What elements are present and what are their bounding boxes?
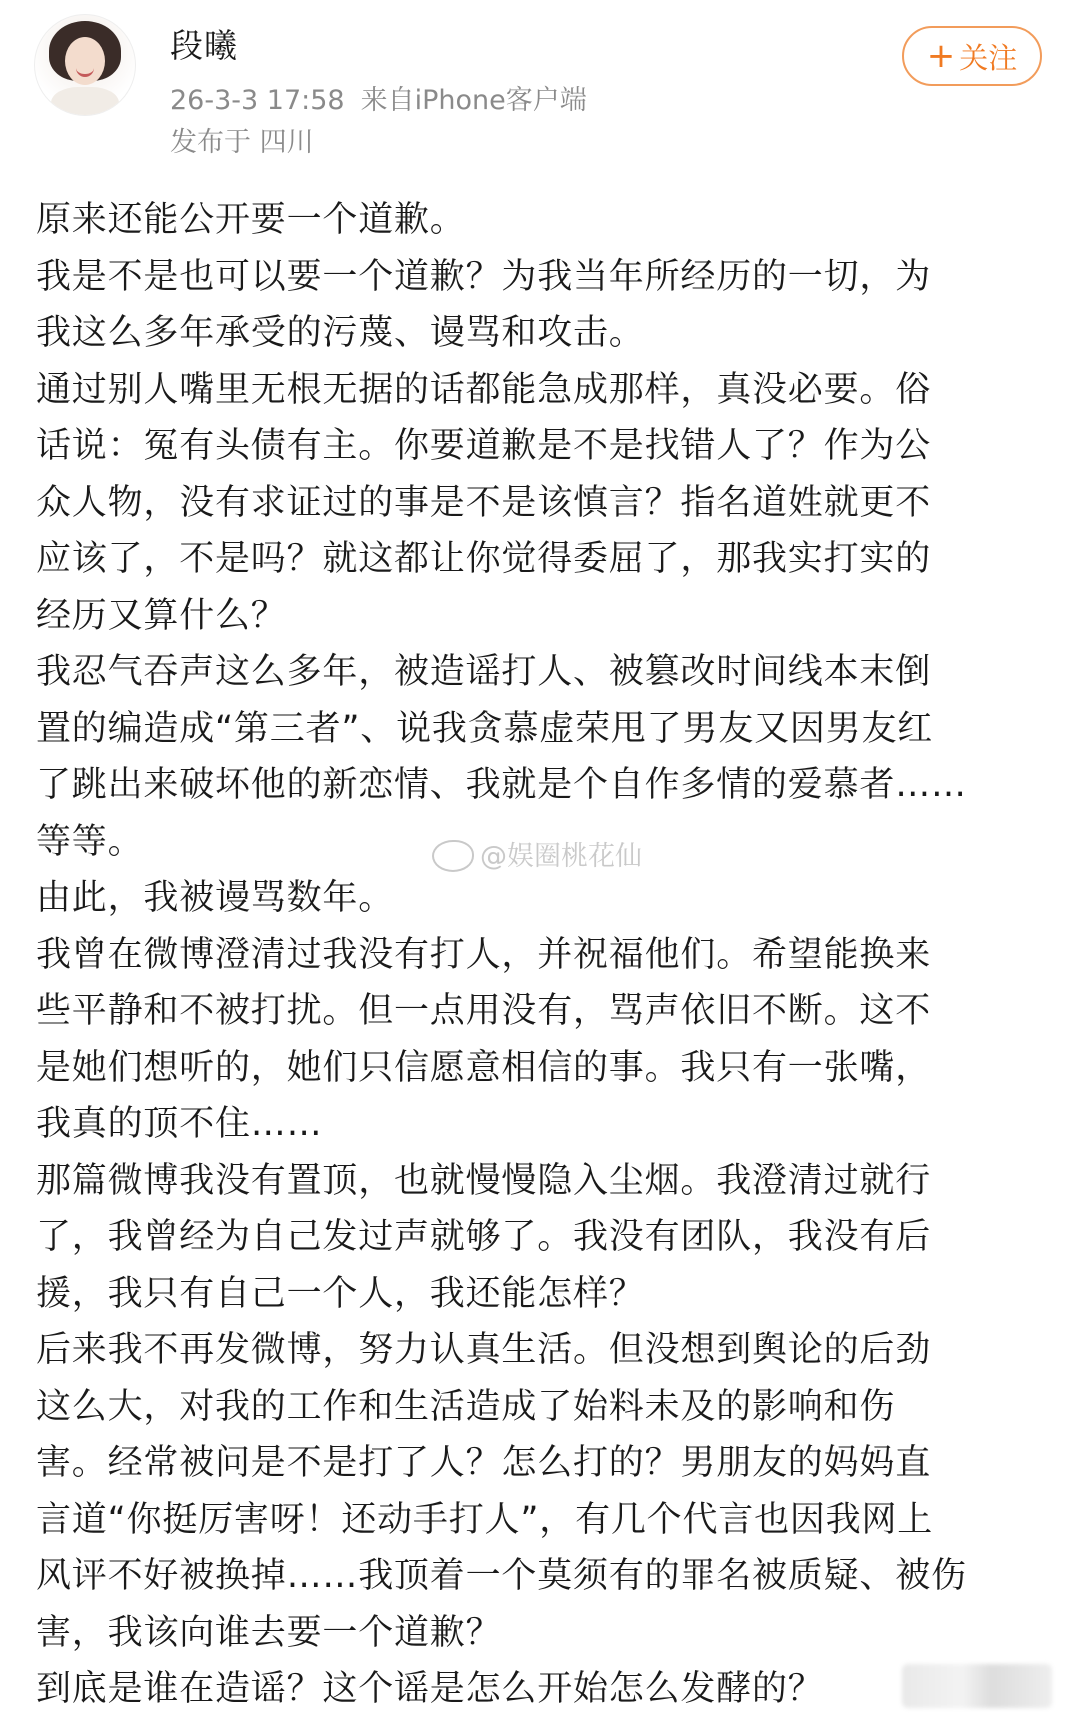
body-line: 我真的顶不住…… xyxy=(36,1104,323,1144)
post-source: 来自iPhone客户端 xyxy=(360,85,587,116)
body-line: 众人物，没有求证过的事是不是该慎言？指名道姓就更不 xyxy=(36,482,932,523)
body-line: 援，我只有自己一个人，我还能怎样？ xyxy=(36,1273,645,1314)
body-line: 由此，我被谩骂数年。 xyxy=(36,878,395,918)
plus-icon: + xyxy=(926,36,956,76)
body-line: 等等。 xyxy=(36,821,144,862)
body-line: 到底是谁在造谣？这个谣是怎么开始怎么发酵的？ xyxy=(36,1669,824,1709)
body-line: 置的编造成“第三者”、说我贪慕虚荣甩了男友又因男友红 xyxy=(36,708,934,749)
avatar-body xyxy=(51,87,119,116)
body-line: 害，我该向谁去要一个道歉？ xyxy=(36,1612,502,1653)
body-line: 这么大，对我的工作和生活造成了始料未及的影响和伤 xyxy=(36,1386,896,1427)
body-line: 话说：冤有头债有主。你要道歉是不是找错人了？作为公 xyxy=(36,426,932,466)
body-line: 言道“你挺厉害呀！还动手打人”，有几个代言也因我网上 xyxy=(36,1499,934,1540)
watermark xyxy=(432,834,642,874)
body-line: 是她们想听的，她们只信愿意相信的事。我只有一张嘴， xyxy=(36,1047,932,1088)
body-line: 我是不是也可以要一个道歉？为我当年所经历的一切，为 xyxy=(36,256,932,297)
follow-label: 关注 xyxy=(959,40,1018,75)
body-line: 我忍气吞声这么多年，被造谣打人、被篡改时间线本末倒 xyxy=(36,652,932,692)
body-line: 应该了，不是吗？就这都让你觉得委屈了，那我实打实的 xyxy=(36,539,932,579)
body-line: 了跳出来破坏他的新恋情、我就是个自作多情的爱慕者…… xyxy=(36,765,967,805)
post-header xyxy=(0,0,1080,170)
post-meta xyxy=(170,78,587,117)
post-body xyxy=(36,192,1036,1718)
follow-button[interactable] xyxy=(902,26,1042,86)
body-line: 些平静和不被打扰。但一点用没有，骂声依旧不断。这不 xyxy=(36,991,932,1031)
body-line: 害。经常被问是不是打了人？怎么打的？男朋友的妈妈直 xyxy=(36,1443,932,1483)
post-location: 发布于 四川 xyxy=(170,127,314,158)
author-name[interactable]: 段曦 xyxy=(170,26,238,65)
watermark-text: @娱圈桃花仙 xyxy=(480,841,642,872)
body-line: 经历又算什么？ xyxy=(36,595,287,636)
body-line: 那篇微博我没有置顶，也就慢慢隐入尘烟。我澄清过就行 xyxy=(36,1160,932,1201)
avatar-face xyxy=(65,37,105,85)
body-line: 风评不好被换掉……我顶着一个莫须有的罪名被质疑、被伤 xyxy=(36,1556,967,1596)
post-time: 26-3-3 17:58 xyxy=(170,85,345,116)
weibo-icon xyxy=(432,840,474,872)
body-line: 通过别人嘴里无根无据的话都能急成那样，真没必要。俗 xyxy=(36,369,932,410)
body-line: 后来我不再发微博，努力认真生活。但没想到舆论的后劲 xyxy=(36,1330,932,1370)
blurred-area xyxy=(902,1664,1052,1708)
body-line: 我这么多年承受的污蔑、谩骂和攻击。 xyxy=(36,313,645,353)
body-line: 我曾在微博澄清过我没有打人，并祝福他们。希望能换来 xyxy=(36,934,932,975)
avatar[interactable] xyxy=(34,14,136,116)
body-line: 原来还能公开要一个道歉。 xyxy=(36,200,466,240)
body-line: 了，我曾经为自己发过声就够了。我没有团队，我没有后 xyxy=(36,1217,932,1257)
